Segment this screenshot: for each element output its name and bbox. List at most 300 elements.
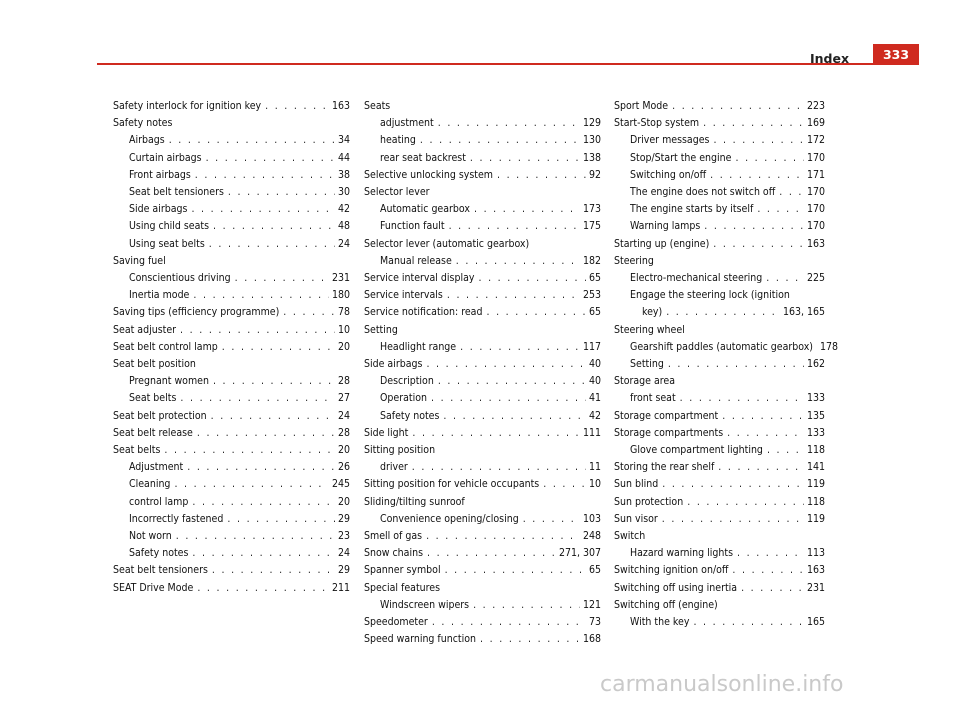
index-entry — [364, 425, 601, 442]
index-entry-page: 92 — [588, 168, 601, 181]
index-entry-label: Selector lever — [364, 186, 430, 199]
index-entry-page: 231 — [806, 581, 825, 594]
index-entry-page: 78 — [337, 306, 350, 319]
index-entry-label: Glove compartment lighting — [630, 444, 763, 457]
index-column-3 — [614, 98, 839, 631]
index-entry-label: Inertia mode — [129, 289, 190, 302]
index-entry — [364, 562, 601, 579]
index-entry-page: 28 — [337, 375, 350, 388]
index-entry — [614, 545, 825, 562]
leader-dots — [431, 390, 586, 407]
index-entry — [614, 132, 825, 149]
index-entry — [113, 270, 350, 287]
index-entry — [614, 459, 825, 476]
index-entry-page: 225 — [806, 272, 825, 285]
index-entry — [614, 167, 825, 184]
index-entry — [614, 115, 825, 132]
index-entry-page: 65 — [588, 272, 601, 285]
index-column-2 — [364, 98, 601, 649]
index-entry — [614, 408, 825, 425]
leader-dots — [445, 562, 586, 579]
leader-dots — [174, 476, 329, 493]
index-entry — [614, 511, 825, 528]
index-entry-label: Start-Stop system — [614, 117, 700, 130]
index-entry-page: 129 — [582, 117, 601, 130]
index-entry-label: Curtain airbags — [129, 151, 202, 164]
leader-dots — [672, 98, 804, 115]
index-entry-label: Safety interlock for ignition key — [113, 100, 262, 112]
index-entry-page: 171 — [806, 168, 825, 181]
index-entry-page: 162 — [806, 358, 825, 371]
index-entry — [614, 218, 825, 235]
index-entry — [614, 270, 825, 287]
index-entry-label: Switching off using inertia — [614, 581, 738, 594]
index-entry — [113, 476, 350, 493]
leader-dots — [180, 322, 335, 339]
index-entry-label: Electro-mechanical steering — [630, 272, 763, 285]
leader-dots — [176, 528, 335, 545]
index-entry-label: Convenience opening/closing — [380, 512, 519, 525]
index-entry-page: 103 — [582, 512, 601, 525]
index-entry-page: 173 — [582, 203, 601, 216]
leader-dots — [735, 150, 804, 167]
index-entry — [113, 442, 350, 459]
index-entry-page: 211 — [331, 581, 350, 594]
leader-dots — [473, 597, 580, 614]
index-entry — [364, 253, 601, 270]
index-entry-page: 118 — [806, 444, 825, 457]
index-entry-label: Driver messages — [630, 134, 710, 147]
leader-dots — [412, 459, 586, 476]
index-entry — [364, 631, 601, 648]
index-entry-label: Using child seats — [129, 220, 210, 233]
index-entry — [113, 322, 350, 339]
index-entry — [614, 356, 825, 373]
leader-dots — [195, 167, 335, 184]
index-entry — [113, 304, 350, 321]
index-entry-page: 20 — [337, 444, 350, 457]
index-entry — [364, 115, 601, 132]
index-entry — [113, 184, 350, 201]
index-entry — [614, 597, 825, 614]
leader-dots — [169, 132, 335, 149]
leader-dots — [680, 390, 804, 407]
index-entry — [113, 218, 350, 235]
index-entry — [113, 528, 350, 545]
index-entry — [364, 356, 601, 373]
index-entry-label: Smell of gas — [364, 530, 423, 543]
leader-dots — [478, 270, 585, 287]
index-entry — [113, 201, 350, 218]
index-entry-label: rear seat backrest — [380, 151, 466, 164]
index-entry-page: 119 — [806, 512, 825, 525]
leader-dots — [460, 339, 580, 356]
index-entry-label: Sliding/tilting sunroof — [364, 495, 465, 508]
index-entry — [113, 562, 350, 579]
leader-dots — [710, 167, 804, 184]
index-entry — [614, 339, 839, 356]
index-entry-page: 24 — [337, 547, 350, 560]
index-entry — [614, 201, 825, 218]
index-entry-label: Incorrectly fastened — [129, 512, 224, 525]
index-entry-label: Seat belts — [129, 392, 177, 405]
index-entry — [113, 287, 350, 304]
index-entry — [614, 580, 825, 597]
index-entry — [113, 98, 350, 115]
index-entry-label: Manual release — [380, 254, 452, 267]
index-entry-page: 113 — [806, 547, 825, 560]
leader-dots — [193, 287, 329, 304]
index-entry-label: Setting — [364, 323, 398, 336]
index-entry — [364, 390, 601, 407]
index-entry — [113, 253, 350, 270]
index-entry-label: Side airbags — [129, 203, 188, 216]
index-entry — [113, 167, 350, 184]
index-entry — [614, 236, 825, 253]
index-entry-label: Engage the steering lock (ignition — [630, 289, 790, 302]
index-entry — [614, 373, 825, 390]
index-entry-label-cont: key) — [642, 306, 663, 319]
leader-dots — [741, 580, 804, 597]
index-entry-page: 65 — [588, 564, 601, 577]
leader-dots — [265, 98, 329, 115]
index-entry-page: 141 — [806, 461, 825, 474]
index-entry-label: Selector lever (automatic gearbox) — [364, 237, 530, 250]
index-entry-page: 169 — [806, 117, 825, 130]
index-entry-label: driver — [380, 461, 408, 474]
index-entry — [113, 511, 350, 528]
index-entry-page: 29 — [337, 564, 350, 577]
index-entry-label: Conscientious driving — [129, 272, 231, 285]
leader-dots — [180, 390, 335, 407]
index-entry-page: 121 — [582, 598, 601, 611]
leader-dots — [197, 580, 329, 597]
index-entry-label: Airbags — [129, 134, 165, 147]
leader-dots — [447, 287, 580, 304]
index-entry — [364, 270, 601, 287]
leader-dots — [420, 132, 580, 149]
index-entry-page: 24 — [337, 237, 350, 250]
leader-dots — [426, 528, 580, 545]
index-entry-page: 27 — [337, 392, 350, 405]
index-entry-page: 10 — [588, 478, 601, 491]
index-entry — [113, 580, 350, 597]
index-entry-page: 119 — [806, 478, 825, 491]
index-entry-label: Pregnant women — [129, 375, 209, 388]
index-entry-page: 271, 307 — [558, 547, 601, 560]
leader-dots — [668, 356, 804, 373]
leader-dots — [666, 304, 780, 321]
index-entry-page: 20 — [337, 340, 350, 353]
index-entry-page: 163 — [806, 564, 825, 577]
leader-dots — [227, 511, 335, 528]
index-entry-label: Starting up (engine) — [614, 237, 710, 250]
leader-dots — [757, 201, 804, 218]
leader-dots — [722, 408, 804, 425]
index-entry-page: 118 — [806, 495, 825, 508]
index-entry-page: 165 — [806, 616, 825, 629]
index-entry-page: 223 — [806, 100, 825, 112]
index-column-1 — [113, 98, 350, 597]
leader-dots — [767, 442, 804, 459]
index-entry-label: Automatic gearbox — [380, 203, 470, 216]
index-entry — [113, 545, 350, 562]
index-entry-page: 170 — [806, 220, 825, 233]
leader-dots — [211, 408, 335, 425]
leader-dots — [235, 270, 329, 287]
index-entry-page: 40 — [588, 375, 601, 388]
index-entry-label: Switch — [614, 530, 646, 543]
index-entry-page: 42 — [337, 203, 350, 216]
index-entry — [113, 408, 350, 425]
index-entry — [113, 390, 350, 407]
index-entry-label: Safety notes — [129, 547, 189, 560]
index-entry-page: 23 — [337, 530, 350, 543]
index-entry-label: Snow chains — [364, 547, 423, 560]
index-entry-page: 245 — [331, 478, 350, 491]
index-entry-label: Seat belt release — [113, 426, 193, 439]
leader-dots — [449, 218, 580, 235]
leader-dots — [213, 373, 335, 390]
index-entry-label: SEAT Drive Mode — [113, 581, 194, 594]
leader-dots — [283, 304, 335, 321]
index-entry — [364, 373, 601, 390]
index-entry-label: Not worn — [129, 530, 172, 543]
index-entry — [614, 528, 825, 545]
index-entry-label: Seat belt tensioners — [129, 186, 224, 199]
index-entry-page: 163 — [331, 100, 350, 112]
index-entry-page: 10 — [337, 323, 350, 336]
index-entry-page: 133 — [806, 426, 825, 439]
index-entry — [364, 511, 601, 528]
index-entry-label: Steering — [614, 254, 654, 267]
leader-dots — [192, 545, 335, 562]
index-entry-label: Sitting position — [364, 444, 436, 457]
index-entry-label: The engine does not switch off — [630, 186, 776, 199]
watermark: carmanualsonline.info — [600, 672, 844, 697]
index-entry-page: 170 — [806, 203, 825, 216]
index-entry-label: Speedometer — [364, 616, 428, 629]
index-entry-page: 73 — [588, 616, 601, 629]
index-entry — [113, 459, 350, 476]
index-entry — [614, 476, 825, 493]
index-entry — [113, 132, 350, 149]
index-entry-page: 253 — [582, 289, 601, 302]
index-entry — [614, 287, 825, 321]
leader-dots — [412, 425, 580, 442]
index-entry — [364, 442, 601, 459]
index-entry — [364, 494, 601, 511]
index-entry-label: Sport Mode — [614, 100, 669, 112]
index-entry-label: front seat — [630, 392, 676, 405]
index-entry-page: 163 — [806, 237, 825, 250]
index-entry-page: 30 — [337, 186, 350, 199]
leader-dots — [703, 115, 804, 132]
index-entry — [113, 425, 350, 442]
index-entry-label: adjustment — [380, 117, 434, 130]
index-entry-page: 170 — [806, 151, 825, 164]
index-entry — [364, 322, 601, 339]
index-entry-label: Front airbags — [129, 168, 191, 181]
leader-dots — [687, 494, 804, 511]
index-entry-page: 29 — [337, 512, 350, 525]
index-entry-page: 44 — [337, 151, 350, 164]
index-entry — [113, 356, 350, 373]
index-entry-label: Service intervals — [364, 289, 443, 302]
index-entry — [364, 201, 601, 218]
leader-dots — [713, 236, 804, 253]
index-entry-label: Seats — [364, 100, 391, 112]
index-entry-page: 34 — [337, 134, 350, 147]
index-entry — [614, 184, 825, 201]
leader-dots — [523, 511, 580, 528]
leader-dots — [486, 304, 586, 321]
index-entry-label: Seat belt protection — [113, 409, 207, 422]
index-entry-label: Saving fuel — [113, 254, 166, 267]
index-entry-label: Gearshift paddles (automatic gearbox) — [630, 340, 813, 353]
index-entry-label: Hazard warning lights — [630, 547, 734, 560]
index-entry-label: Setting — [630, 358, 664, 371]
index-entry-page: 175 — [582, 220, 601, 233]
index-entry-label: Switching on/off — [630, 168, 707, 181]
index-entry-label: Speed warning function — [364, 633, 477, 646]
index-entry-page: 138 — [582, 151, 601, 164]
index-entry-page: 133 — [806, 392, 825, 405]
index-entry-label: Adjustment — [129, 461, 184, 474]
leader-dots — [212, 562, 335, 579]
index-entry — [113, 373, 350, 390]
index-entry-label: Operation — [380, 392, 428, 405]
index-entry-page: 172 — [806, 134, 825, 147]
leader-dots — [426, 356, 586, 373]
index-entry — [364, 98, 601, 115]
index-entry-page: 38 — [337, 168, 350, 181]
index-entry — [614, 390, 825, 407]
index-entry-label: Sitting position for vehicle occupants — [364, 478, 540, 491]
index-entry-label: Storage compartment — [614, 409, 719, 422]
leader-dots — [209, 236, 335, 253]
index-entry — [364, 184, 601, 201]
leader-dots — [228, 184, 335, 201]
index-entry-label: Side light — [364, 426, 409, 439]
page-title: Index — [810, 51, 850, 66]
index-entry-label: Service notification: read — [364, 306, 483, 319]
index-entry — [113, 150, 350, 167]
index-entry-page: 42 — [588, 409, 601, 422]
index-entry-label: Description — [380, 375, 434, 388]
index-entry — [364, 528, 601, 545]
leader-dots — [206, 150, 335, 167]
index-entry-label: control lamp — [129, 495, 189, 508]
leader-dots — [662, 476, 804, 493]
leader-dots — [438, 115, 580, 132]
index-entry — [364, 236, 601, 253]
index-entry-label: Storage compartments — [614, 426, 724, 439]
index-entry-label: Seat belt position — [113, 358, 196, 371]
leader-dots — [737, 545, 804, 562]
index-entry-page: 28 — [337, 426, 350, 439]
index-entry-page: 180 — [331, 289, 350, 302]
leader-dots — [713, 132, 804, 149]
index-entry-label: Function fault — [380, 220, 445, 233]
index-entry-label: Seat belts — [113, 444, 161, 457]
index-entry — [364, 218, 601, 235]
leader-dots — [718, 459, 804, 476]
index-entry-page: 20 — [337, 495, 350, 508]
leader-dots — [438, 373, 586, 390]
index-entry — [113, 115, 350, 132]
index-entry-label: heating — [380, 134, 416, 147]
leader-dots — [456, 253, 580, 270]
index-entry — [614, 150, 825, 167]
index-entry — [113, 339, 350, 356]
leader-dots — [191, 201, 335, 218]
index-entry-page: 170 — [806, 186, 825, 199]
leader-dots — [704, 218, 804, 235]
index-entry-page: 135 — [806, 409, 825, 422]
index-entry — [364, 287, 601, 304]
leader-dots — [164, 442, 335, 459]
index-entry — [614, 562, 825, 579]
leader-dots — [222, 339, 335, 356]
index-entry-page: 248 — [582, 530, 601, 543]
index-entry-page: 48 — [337, 220, 350, 233]
index-entry-label: Storage area — [614, 375, 676, 388]
index-entry-page: 40 — [588, 358, 601, 371]
index-entry-label: The engine starts by itself — [630, 203, 754, 216]
index-entry-label: Selective unlocking system — [364, 168, 493, 181]
leader-dots — [197, 425, 335, 442]
index-entry-page: 11 — [588, 461, 601, 474]
index-entry-label: Special features — [364, 581, 441, 594]
index-entry — [113, 236, 350, 253]
index-entry-label: Stop/Start the engine — [630, 151, 732, 164]
index-entry-page: 231 — [331, 272, 350, 285]
index-entry-page: 65 — [588, 306, 601, 319]
leader-dots — [480, 631, 580, 648]
index-entry-label: Steering wheel — [614, 323, 685, 336]
index-entry — [614, 425, 825, 442]
index-entry-label: Sun protection — [614, 495, 684, 508]
index-entry — [614, 614, 825, 631]
index-entry-label: Seat belt control lamp — [113, 340, 218, 353]
index-entry-page: 130 — [582, 134, 601, 147]
index-entry-label: Safety notes — [113, 117, 173, 130]
index-entry-label: Using seat belts — [129, 237, 205, 250]
index-entry — [364, 408, 601, 425]
leader-dots — [497, 167, 586, 184]
index-entry — [614, 442, 825, 459]
index-entry-label: Windscreen wipers — [380, 598, 470, 611]
index-entry — [364, 580, 601, 597]
header-rule — [97, 63, 919, 65]
index-entry-label: Cleaning — [129, 478, 171, 491]
leader-dots — [213, 218, 335, 235]
leader-dots — [779, 184, 804, 201]
index-entry — [364, 150, 601, 167]
index-entry-page: 163, 165 — [782, 306, 825, 319]
leader-dots — [432, 614, 586, 631]
index-entry-page: 117 — [582, 340, 601, 353]
leader-dots — [470, 150, 580, 167]
index-entry-label: Saving tips (efficiency programme) — [113, 306, 280, 319]
index-entry — [614, 253, 825, 270]
leader-dots — [192, 494, 335, 511]
index-entry-page: 41 — [588, 392, 601, 405]
index-entry — [364, 597, 601, 614]
index-entry-page: 111 — [582, 426, 601, 439]
index-entry — [113, 494, 350, 511]
